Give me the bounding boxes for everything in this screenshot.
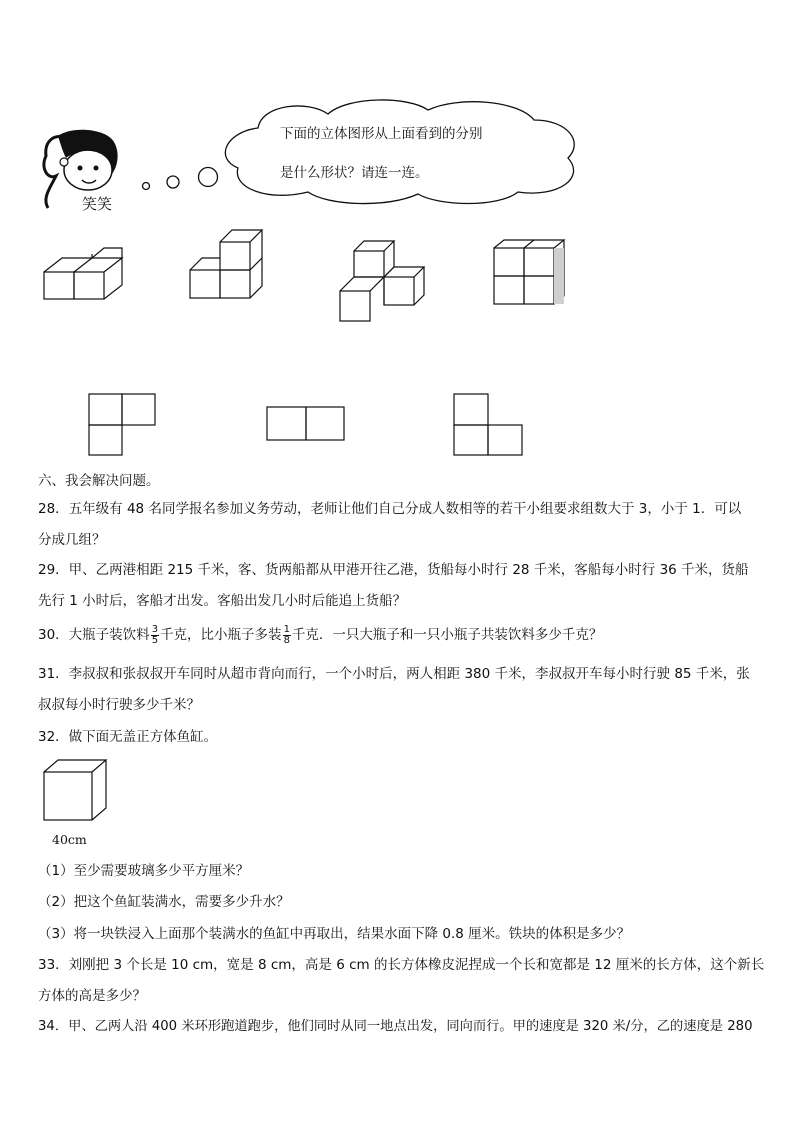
- question-28-line-1: 28．五年级有 48 名同学报名参加义务劳动，老师让他们自己分成人数相等的若干小组要求组数大于 3，小于 1．可以: [38, 501, 742, 517]
- solid-figure-3: [338, 237, 428, 325]
- question-34-line-1: 34．甲、乙两人沿 400 米环形跑道跑步，他们同时从同一地点出发，同向而行。甲的速度是 320 米/分，乙的速度是 280: [38, 1019, 753, 1034]
- question-32-title: 32．做下面无盖正方体鱼缸。: [38, 729, 218, 745]
- fraction-1-numerator: 3: [151, 623, 159, 635]
- question-30-part-3: 千克．一只大瓶子和一只小瓶子共装饮料多少千克？: [291, 627, 603, 643]
- character-caption: 笑笑: [82, 195, 113, 213]
- question-31-line-2: 叔叔每小时行驶多少千米？: [38, 697, 200, 713]
- top-view-shape-b: [266, 406, 346, 442]
- question-32-sub-3: （3）将一块铁浸入上面那个装满水的鱼缸中再取出，结果水面下降 0.8 厘米。铁块的体积是多少？: [38, 926, 631, 942]
- question-33-line-1: 33．刘刚把 3 个长是 10 cm，宽是 8 cm，高是 6 cm 的长方体橡皮泥捏成一个长和宽都是 12 厘米的长方体，这个新长: [38, 957, 765, 973]
- fraction-1-denominator: 5: [151, 634, 159, 646]
- bubble-text-line-2: 是什么形状？请连一连。: [280, 165, 429, 181]
- question-32-sub-2: （2）把这个鱼缸装满水，需要多少升水？: [38, 894, 290, 910]
- bubble-text-line-1: 下面的立体图形从上面看到的分别: [280, 126, 483, 142]
- question-32-sub-1: （1）至少需要玻璃多少平方厘米？: [38, 863, 250, 879]
- question-29-line-2: 先行 1 小时后，客船才出发。客船出发几小时后能追上货船？: [38, 593, 407, 609]
- fraction-2-numerator: 1: [283, 623, 290, 635]
- section-title: 六、我会解决问题。: [38, 473, 160, 489]
- question-28-line-2: 分成几组？: [38, 532, 106, 548]
- fraction-three-fifths: [151, 625, 159, 646]
- fraction-one-eighth: [283, 625, 291, 646]
- question-29-line-1: 29．甲、乙两港相距 215 千米，客、货两船都从甲港开往乙港，货船每小时行 28 千米，客船每小时行 36 千米，货船: [38, 562, 749, 578]
- solid-figure-2: [188, 228, 264, 302]
- cloud-speech-bubble: [218, 98, 586, 206]
- top-view-shape-a: [88, 393, 158, 457]
- fraction-2-denominator: 8: [283, 634, 290, 646]
- cube-fish-tank-figure: [42, 758, 108, 824]
- thought-dots: [138, 162, 220, 194]
- top-view-shape-c: [453, 393, 525, 457]
- solid-figure-1: [42, 244, 124, 302]
- cube-edge-label: 40cm: [52, 832, 87, 847]
- question-30-part-1: 30．大瓶子装饮料: [38, 627, 150, 643]
- question-31-line-1: 31．李叔叔和张叔叔开车同时从超市背向而行，一个小时后，两人相距 380 千米，李叔叔开车每小时行驶 85 千米，张: [38, 666, 750, 682]
- question-33-line-2: 方体的高是多少？: [38, 988, 146, 1004]
- question-30: [38, 624, 602, 646]
- solid-figure-4: [492, 238, 570, 308]
- question-30-part-2: 千克，比小瓶子多装: [160, 627, 282, 643]
